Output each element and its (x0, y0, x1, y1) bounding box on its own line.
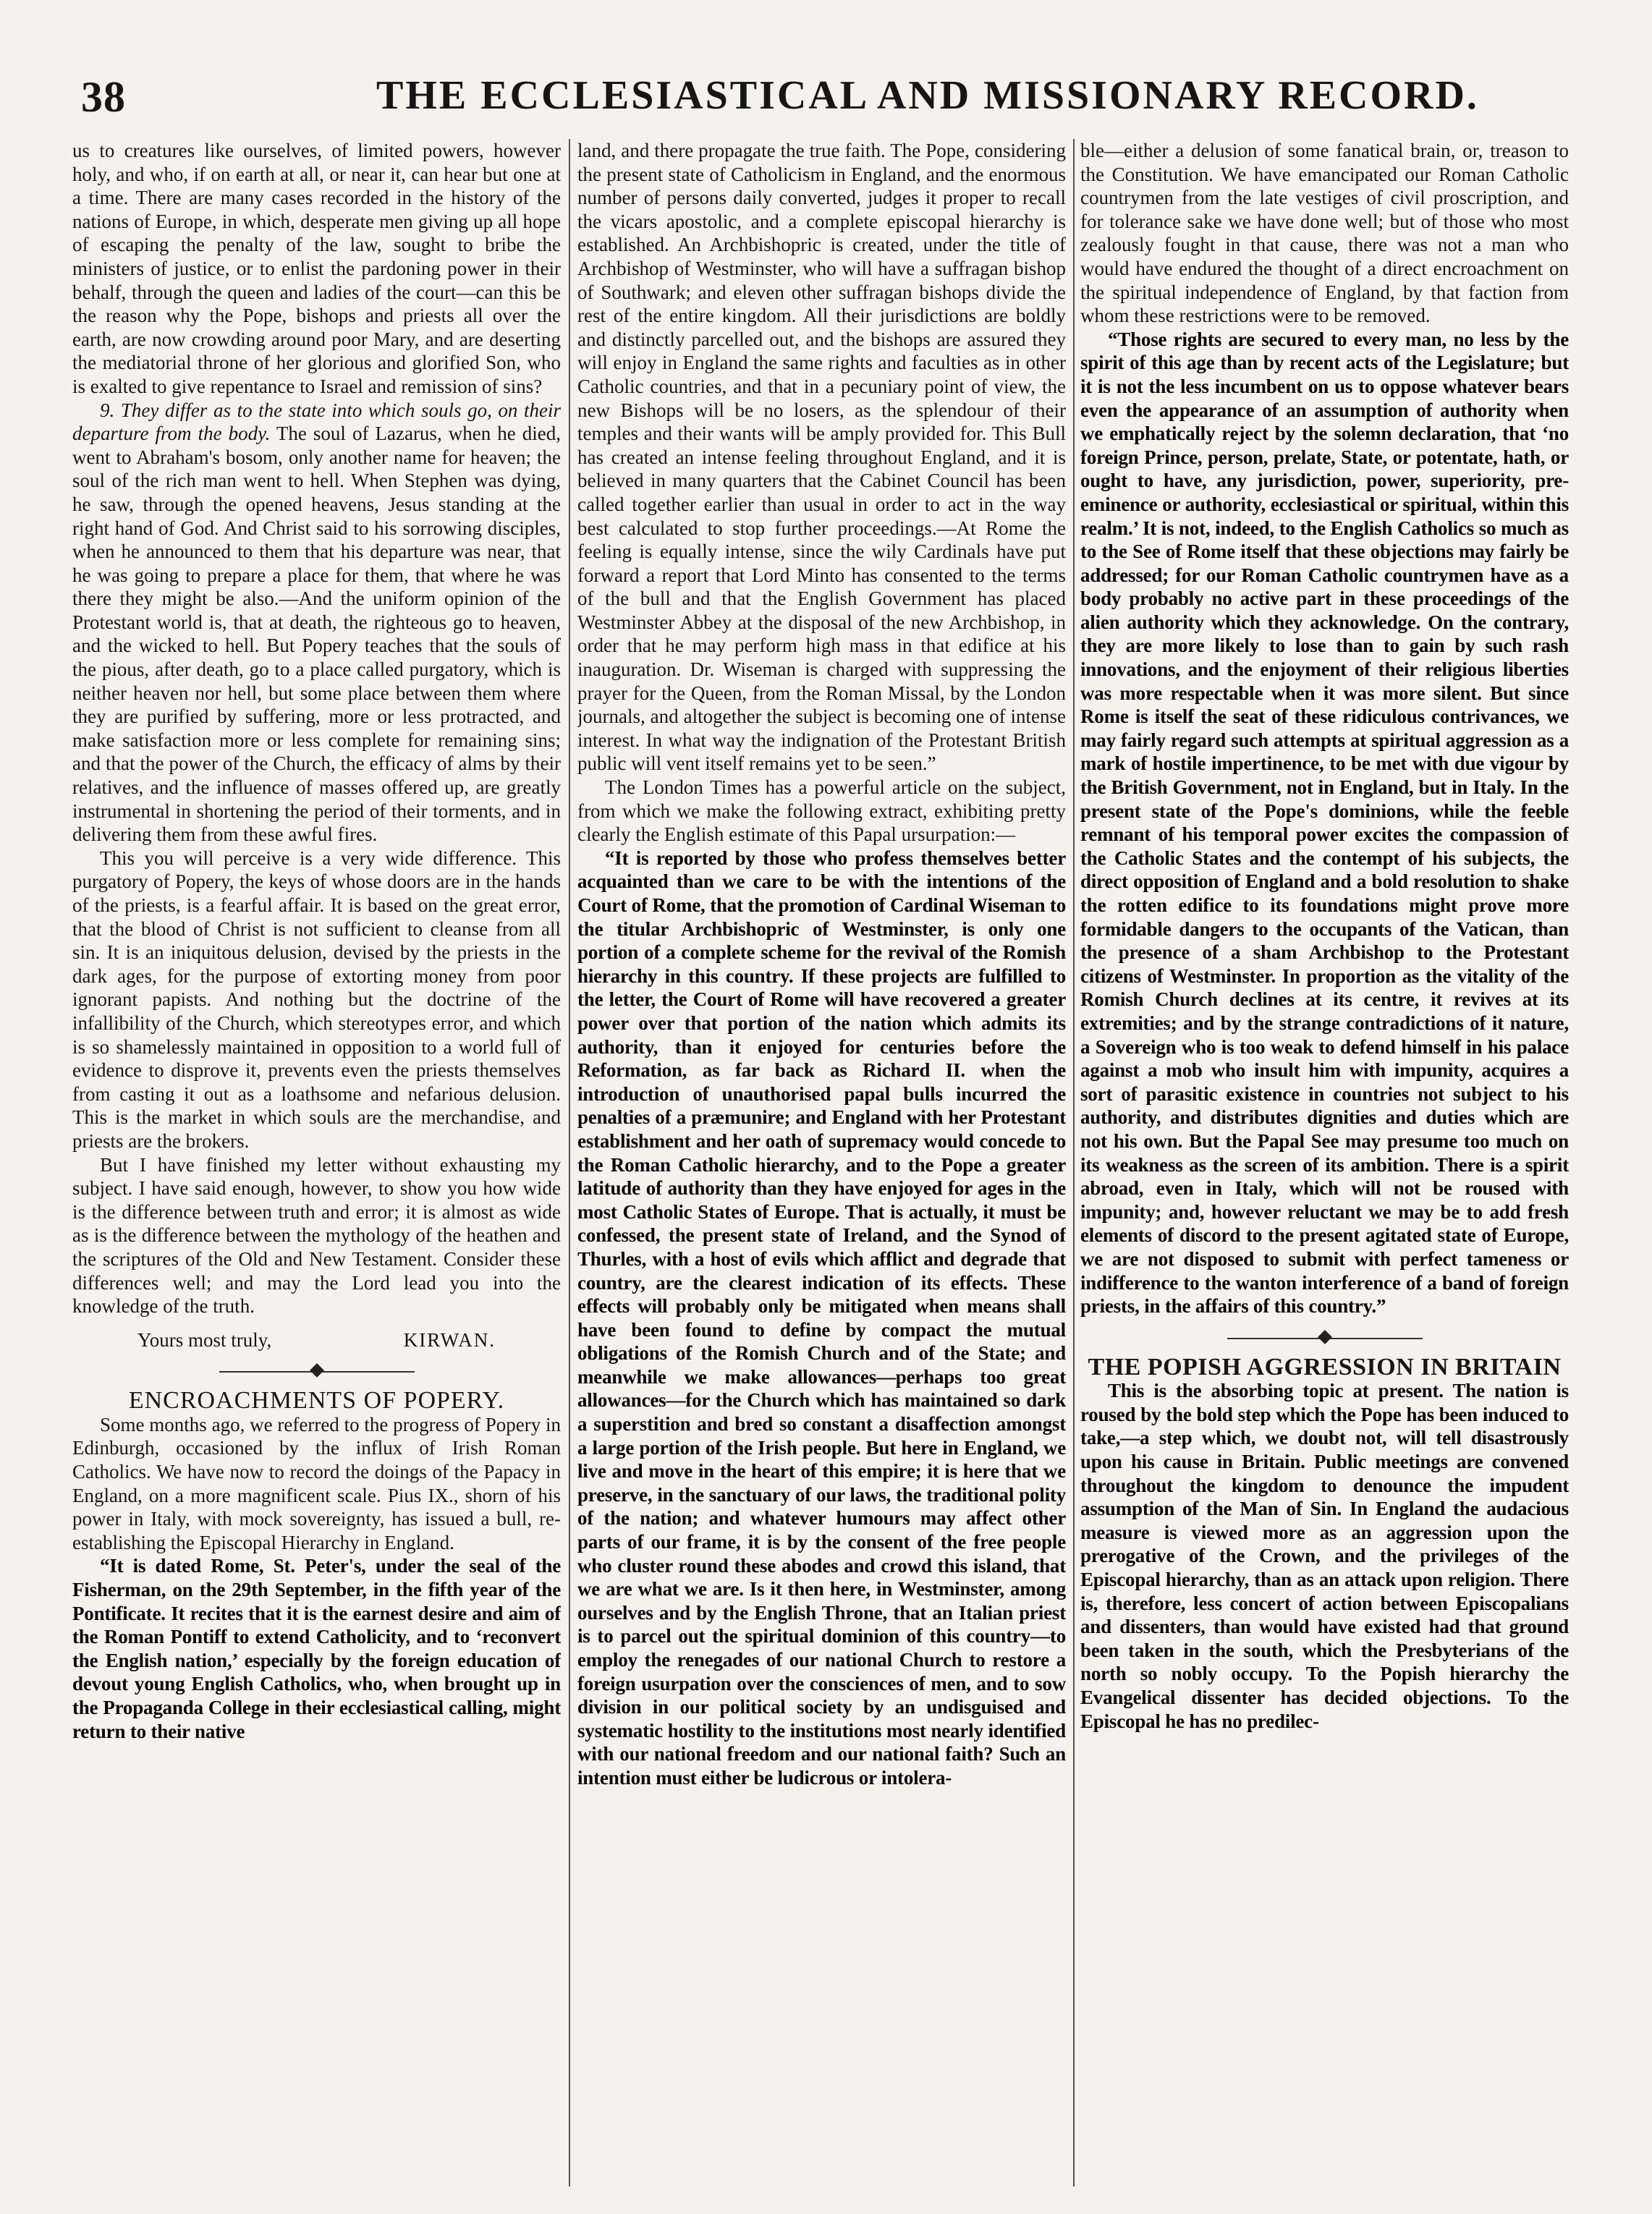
paragraph-lead: 9. They differ as to the state into which souls go, on their departure from the body. (72, 399, 561, 445)
section-separator (219, 1365, 415, 1379)
section-heading-popish-aggression: THE POPISH AGGRESSION IN BRITAIN (1088, 1353, 1562, 1380)
paragraph: land, and there propagate the true faith. The Pope, considering the present state of Catholicism in England, and the enormous number of persons daily converted, judges it proper to recall the vicars apostolic, and a complete episcopal hierarchy is established. An Archbishopric is created, under the title of Archbishop of Westminster, who will have a suffragan bishop of Southwark; and eleven other suffragan bishops divide the rest of the entire kingdom. All their jurisdictions are boldly and distinctly parcelled out, and the bishops are assured they will enjoy in England the same rights and faculties as in other Catholic countries, and that in a pecuniary point of view, the new Bishops will be no losers, as the splendour of their temples and their wants will be amply provided for. This Bull has created an intense feeling throughout England, and it is believed in many quarters that the Cabinet Council has been called together earlier than usual in order to act in the way best calculated to stop further proceedings.—At Rome the feeling is equally intense, since the wily Cardinals have put forward a report that Lord Minto has consented to the terms of the bull and that the English Government has placed Westminster Abbey at the disposal of the new Archbishop, in order that he may perform high mass in that edifice at his inauguration. Dr. Wiseman is charged with suppressing the prayer for the Queen, from the Roman Missal, by the London journals, and altogether the subject is becoming one of intense interest. In what way the indignation of the Protestant British public will vent itself remains yet to be seen.” (577, 140, 1066, 775)
section-separator (1227, 1331, 1423, 1346)
signoff-line (72, 1328, 561, 1352)
paragraph: “It is reported by those who profess themselves better acquainted than we care to be with the intentions of the Court of Rome, that the promotion of Cardinal Wiseman to the titular Archbishopric of Westminster, is only one portion of a complete scheme for the revival of the Romish hierarchy in this country. If these projects are fulfilled to the letter, the Court of Rome will have recovered a greater power over that portion of the nation which admits its authority, than it enjoyed for centuries before the Reformation, as far back as Richard II. when the introduction of unauthorised papal bulls incurred the penalties of a præmunire; and England with her Protestant establishment and her oath of supremacy would concede to the Roman Catholic hierarchy, and to the Pope a greater latitude of authority than they have enjoyed for ages in the most Catholic States of Europe. That is actually, it must be confessed, the present state of Ireland, and the Synod of Thurles, with a host of evils which afflict and degrade that country, are the clearest indication of its effects. These effects will probably only be mitigated when means shall have been found to define by compact the mutual obligations of the Romish Church and of the State; and meanwhile we make allowances—perhaps too great allowances—for the Church which has maintained so dark a superstition and bred so constant a disaffection amongst a large portion of the Irish people. But here in England, we live and move in the heart of this empire; it is here that we preserve, in the sanctuary of our laws, the traditional polity of the nation; and whatever humours may affect other parts of our frame, it is by the consent of the free people who cluster round these abodes and crowd this island, that we are what we are. Is it then here, in Westminster, among ourselves and by the English Throne, that an Italian priest is to parcel out the spiritual dominion of this country—to employ the renegades of our national Church to restore a foreign usurpation over the consciences of men, and to sow division in our political society by an undisguised and systematic hostility to the institutions most nearly identified with our national freedom and our national faith? Such an intention must either be ludicrous or intolera- (577, 847, 1066, 1789)
column-rule-right (1073, 139, 1075, 2187)
paragraph: us to creatures like ourselves, of limited powers, however holy, and who, if on earth at all, or near it, can hear but one at a time. There are many cases recorded in the history of the nations of Europe, in which, desperate men giving up all hope of escaping the penalty of the law, sought to bribe the ministers of justice, or to enlist the pardoning power in their behalf, through the queen and ladies of the court—can this be the reason why the Pope, bishops and priests all over the earth, are now crowding around poor Mary, and are deserting the mediatorial throne of her glorious and glorified Son, who is exalted to give repentance to Israel and remission of sins? (72, 140, 561, 397)
paragraph: “It is dated Rome, St. Peter's, under the seal of the Fisherman, on the 29th September, in the fifth year of the Pontificate. It recites that it is the earnest desire and aim of the Roman Pontiff to extend Catholicity, and to ‘reconvert the English nation,’ especially by the foreign education of devout young English Catholics, who, when brought up in the Propaganda College in their ecclesiastical calling, might return to their native (72, 1555, 561, 1742)
paragraph: The London Times has a powerful article on the subject, from which we make the following extract, exhibiting pretty clearly the English estimate of this Papal ursurpation:— (577, 776, 1066, 846)
signoff: Yours most truly, (137, 1328, 272, 1351)
paragraph: This you will perceive is a very wide difference. This purgatory of Popery, the keys of whose doors are in the hands of the priests, is a fearful affair. It is based on the great error, that the blood of Christ is not sufficient to cleanse from all sin. It is an iniquitous delusion, devised by the priests in the dark ages, for the purpose of extorting money from poor ignorant papists. And nothing but the doctrine of the infallibility of the Church, which stereotypes error, and which is so shamelessly maintained in opposition to a world full of evidence to disprove it, prevents even the priests themselves from casting it out as a loathsome and nefarious delusion. This is the market in which souls are the merchandise, and priests are the brokers. (72, 847, 561, 1152)
section-heading-encroachments: ENCROACHMENTS OF POPERY. (128, 1387, 505, 1414)
page-number: 38 (81, 73, 126, 121)
paragraph: ble—either a delusion of some fanatical brain, or, treason to the Constitution. We have emancipated our Roman Catholic countrymen from the late vestiges of civil proscription, and for tolerance sake we have done well; but of those who most zealously fought in that cause, there was not a man who would have endured the thought of a direct encroachment on the spiritual independence of England, by that faction from whom these restrictions were to be removed. (1080, 140, 1569, 327)
journal-title: THE ECCLESIASTICAL AND MISSIONARY RECORD. (376, 73, 1479, 118)
column-rule-left (569, 139, 570, 2187)
paragraph (72, 399, 561, 847)
paragraph: But I have finished my letter without exhausting my subject. I have said enough, however, to show you how wide is the difference between truth and error; it is almost as wide as is the difference between the mythology of the heathen and the scriptures of the Old and New Testament. Consider these differences well; and may the Lord lead you into the knowledge of the truth. (72, 1153, 561, 1318)
running-head (72, 67, 1570, 124)
column-middle (577, 139, 1066, 2194)
signature: KIRWAN. (403, 1328, 496, 1351)
paragraph: Some months ago, we referred to the progress of Popery in Edinburgh, occasioned by the influx of Irish Roman Catholics. We have now to record the doings of the Papacy in England, on a more magnificent scale. Pius IX., shorn of his power in Italy, with mock sovereignty, has issued a bull, re-establishing the Episcopal Hierarchy in England. (72, 1413, 561, 1553)
paragraph-body: The soul of Lazarus, when he died, went to Abraham's bosom, only another name for heaven; the soul of the rich man went to hell. When Stephen was dying, he saw, through the opened heavens, Jesus standing at the right hand of God. And Christ said to his sorrowing disciples, when he announced to them that his departure was near, that he was going to prepare a place for them, that where he was there they might be also.—And the uniform opinion of the Protestant world is, that at death, the righteous go to heaven, and the wicked to hell. But Popery teaches that the souls of the pious, after death, go to a place called purgatory, which is neither heaven nor hell, but some place between them where they are purified by suffering, more or less protracted, and make satisfaction more or less complete for remaining sins; and that the power of the Church, the efficacy of alms by their relatives, and the influence of masses offered up, are greatly instrumental in shortening the period of their torments, and in delivering them from these awful fires. (72, 423, 561, 846)
column-left (72, 139, 561, 2194)
paragraph: “Those rights are secured to every man, no less by the spirit of this age than by recent acts of the Legislature; but it is not the less incumbent on us to oppose whatever bears even the appearance of an assumption of authority when we emphatically reject by the solemn declaration, that ‘no foreign Prince, person, prelate, State, or potentate, hath, or ought to have, any jurisdiction, power, superiority, pre-eminence or authority, ecclesiastical or spiritual, within this realm.’ It is not, indeed, to the English Catholics so much as to the See of Rome itself that these objections may fairly be addressed; for our Roman Catholic countrymen have as a body probably no active part in these proceedings of the alien authority which they acknowledge. On the contrary, they are more likely to lose than to gain by such rash innovations, and the enjoyment of their religious liberties was more respectable when it was more silent. But since Rome is itself the seat of these ridiculous contrivances, we may fairly regard such attempts at spiritual aggression as a mark of hostile impertinence, to be met with due vigour by the British Government, not in England, but in Italy. In the present state of the Pope's dominions, while the feeble remnant of his temporal power excites the compassion of the Catholic States and the contempt of his subjects, the direct opposition of England and a bold resolution to shake the rotten edifice to its foundations might prove more formidable dangers to the occupants of the Vatican, than the presence of a sham Archbishop to the Protestant citizens of Westminster. In proportion as the vitality of the Romish Church declines at its centre, it revives at its extremities; and by the strange contradictions of it nature, a Sovereign who is too weak to defend himself in his palace against a mob who insult him with impunity, acquires a sort of parasitic existence in countries not subject to his authority, and distributes dignities and duties which are not his own. But the Papal See may presume too much on its weakness as the screen of its ambition. There is a spirit abroad, even in Italy, which will not be roused with impunity; and, however reluctant we may be to add fresh elements of discord to the present agitated state of Europe, we are not disposed to submit with perfect tameness or indifference to the wanton interference of a band of foreign priests, in the affairs of this country.” (1080, 328, 1569, 1318)
column-right (1080, 139, 1569, 2194)
paragraph: This is the absorbing topic at present. The nation is roused by the bold step which the Pope has been induced to take,—a step which, we doubt not, will tell disastrously upon his cause in Britain. Public meetings are convened throughout the kingdom to denounce the impudent assumption of the Man of Sin. In England the audacious measure is viewed more as an aggression upon the prerogative of the Crown, and the privileges of the Episcopal hierarchy, than as an attack upon religion. There is, therefore, less concert of action between Episcopalians and dissenters, than would have existed had that ground been taken in the south, which the Presbyterians of the north so nobly occupy. To the Popish hierarchy the Evangelical dissenter has decided objections. To the Episcopal he has no predilec- (1080, 1380, 1569, 1732)
